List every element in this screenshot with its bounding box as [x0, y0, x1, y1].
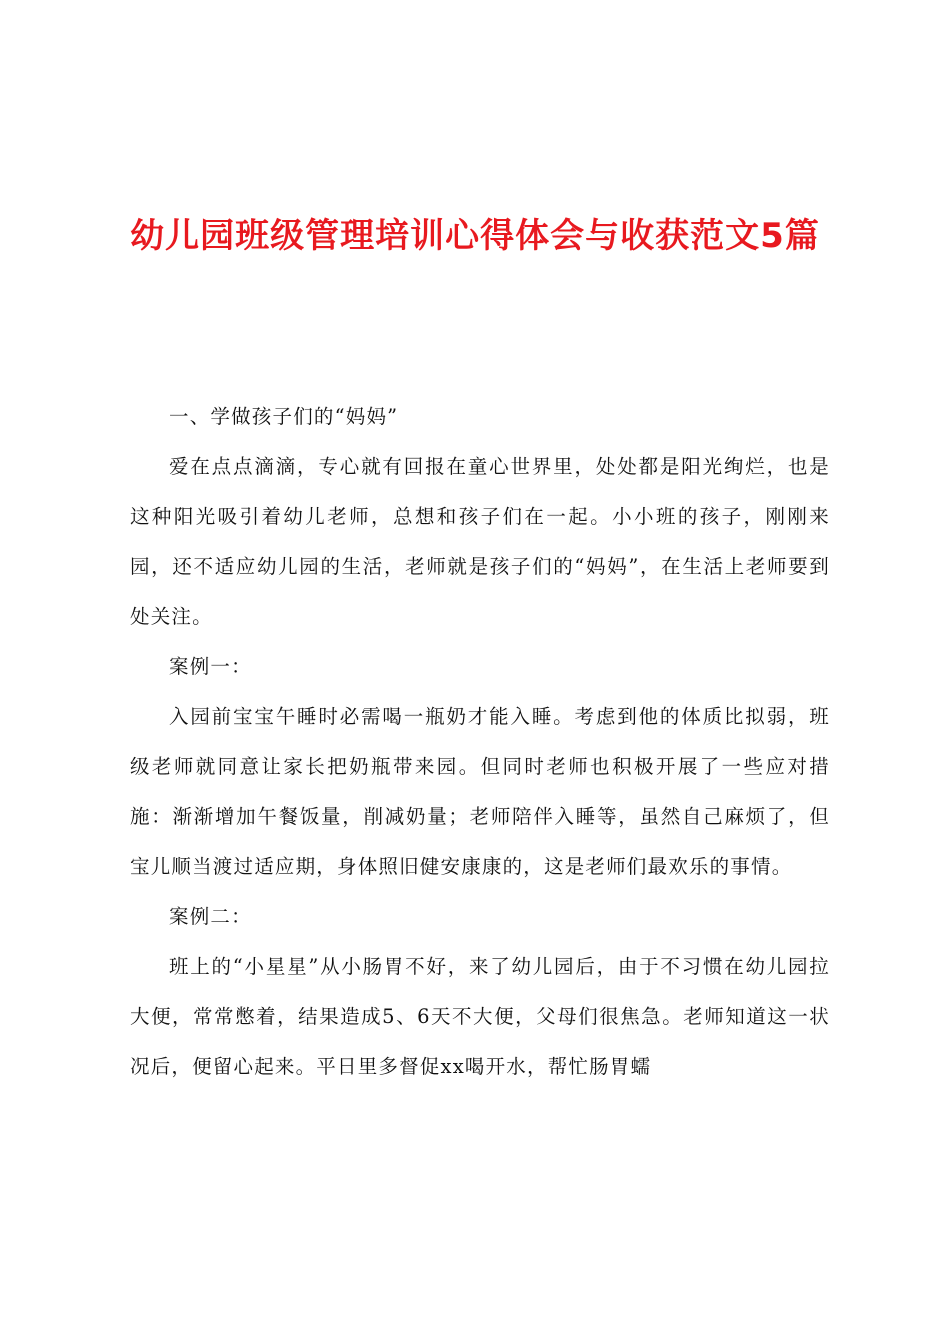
case-heading: 案例二： [169, 905, 252, 928]
paragraph: 入园前宝宝午睡时必需喝一瓶奶才能入睡。考虑到他的体质比拟弱，班级老师就同意让家长把奶瓶带来园。但同时老师也积极开展了一些应对措施：渐渐增加午餐饭量，削减奶量；老师陪伴入睡等，虽然自己麻烦了，但宝儿顺当渡过适应期，身体照旧健安康康的，这是老师们最欢乐的事情。 [130, 705, 830, 878]
case-heading: 案例一： [169, 655, 252, 678]
paragraph: 班上的“小星星”从小肠胃不好，来了幼儿园后，由于不习惯在幼儿园拉大便，常常憋着，结果造成5、6天不大便，父母们很焦急。老师知道这一状况后，便留心起来。平日里多督促xx喝开水，帮忙肠胃蠕 [130, 955, 830, 1078]
paragraph: 爱在点点滴滴，专心就有回报在童心世界里，处处都是阳光绚烂，也是这种阳光吸引着幼儿老师，总想和孩子们在一起。小小班的孩子，刚刚来园，还不适应幼儿园的生活，老师就是孩子们的“妈妈”，在生活上老师要到处关注。 [130, 455, 830, 628]
document-body [130, 392, 830, 1092]
document-title: 幼儿园班级管理培训心得体会与收获范文5篇 [130, 216, 820, 256]
section-heading: 一、学做孩子们的“妈妈” [169, 405, 399, 428]
